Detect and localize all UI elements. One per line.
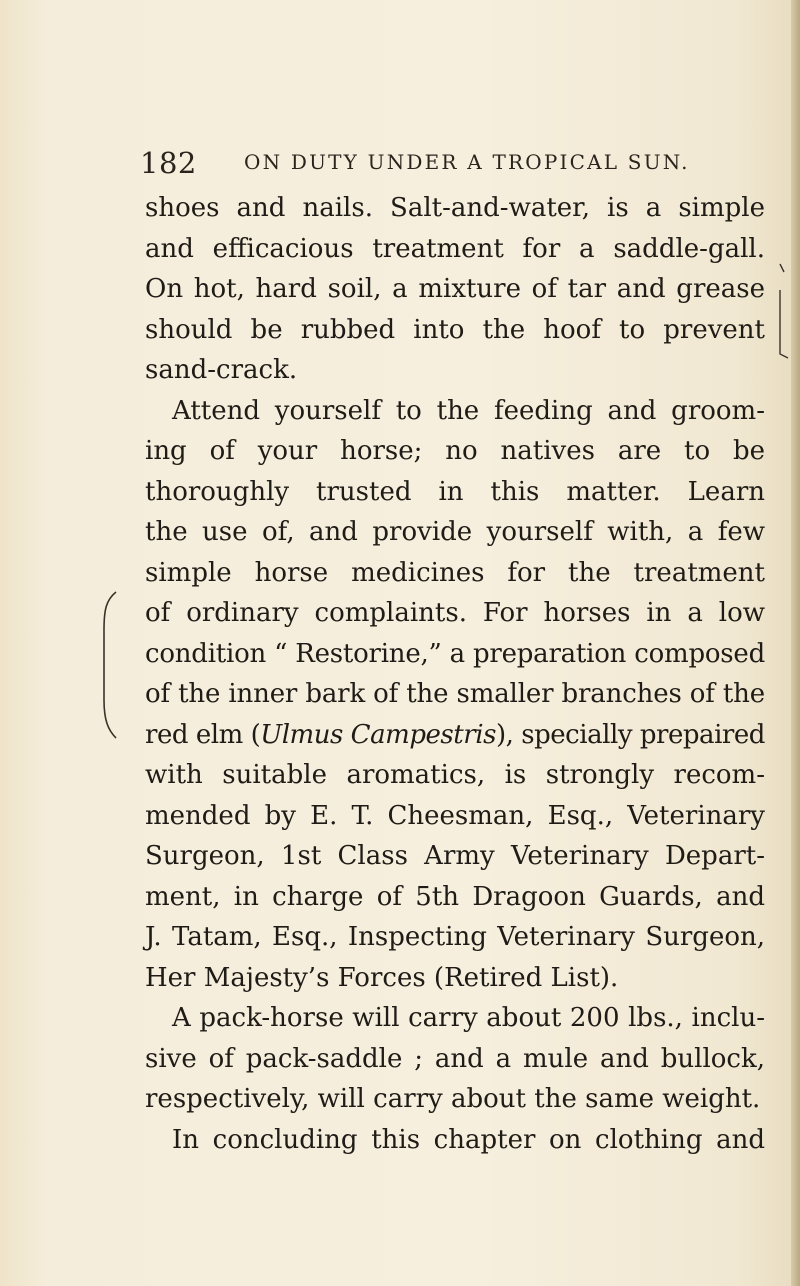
- body-text: [145, 188, 765, 1160]
- margin-pencil-bracket: [98, 590, 118, 740]
- text-line: with suitable aromatics, is strongly recom-: [145, 760, 765, 790]
- text-line: J. Tatam, Esq., Inspecting Veterinary Surgeon,: [145, 922, 765, 952]
- latin-name: Ulmus Campestris: [260, 719, 496, 750]
- running-head: ON DUTY UNDER A TROPICAL SUN.: [244, 150, 690, 174]
- text-line: mended by E. T. Cheesman, Esq., Veterinary: [145, 800, 765, 831]
- text-line: simple horse medicines for the treatment: [145, 557, 765, 588]
- margin-pencil-mark-right: [776, 262, 790, 362]
- text-line: ing of your horse; no natives are to be: [145, 436, 765, 466]
- text-line: the use of, and provide yourself with, a few: [145, 517, 765, 547]
- text-line: Attend yourself to the feeding and groom-: [172, 395, 765, 426]
- text-line: ment, in charge of 5th Dragoon Guards, and: [145, 881, 765, 912]
- text-line: sand-crack.: [145, 355, 298, 385]
- text-line: Surgeon, 1st Class Army Veterinary Depart-: [145, 841, 765, 871]
- text-line: sive of pack-saddle ; and a mule and bullock,: [145, 1043, 765, 1074]
- text-line: respectively, will carry about the same weight.: [145, 1084, 761, 1114]
- page-edge: [791, 0, 800, 1286]
- page-number: 182: [140, 146, 197, 180]
- text-line: thoroughly trusted in this matter. Learn: [145, 476, 765, 507]
- text-line: In concluding this chapter on clothing and: [172, 1124, 765, 1155]
- text-line: condition “ Restorine,” a preparation composed: [145, 638, 765, 669]
- text-line: A pack-horse will carry about 200 lbs., inclu-: [172, 1003, 765, 1033]
- text-line: On hot, hard soil, a mixture of tar and grease: [145, 274, 765, 304]
- text-line: and efficacious treatment for a saddle-gall.: [145, 233, 765, 264]
- text-line: red elm (Ulmus Campestris), specially prepaired: [145, 715, 765, 756]
- text-line: of ordinary complaints. For horses in a low: [145, 598, 765, 628]
- text-line: of the inner bark of the smaller branches of the: [145, 679, 765, 709]
- text-line: should be rubbed into the hoof to prevent: [145, 314, 765, 345]
- text-line: Her Majesty’s Forces (Retired List).: [145, 962, 619, 993]
- text-line: shoes and nails. Salt-and-water, is a simple: [145, 193, 765, 223]
